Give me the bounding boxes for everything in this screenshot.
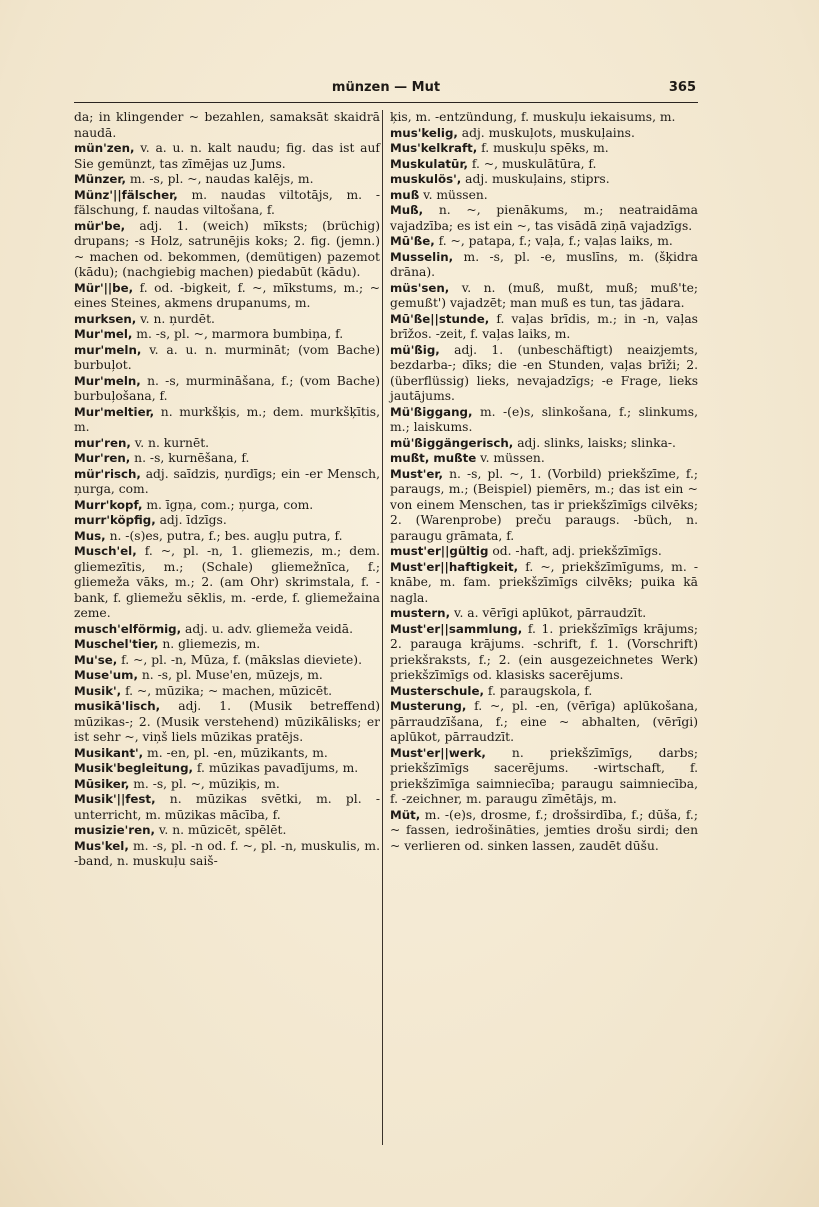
dictionary-entry — [74, 281, 380, 312]
entry-definition: m. -s, pl. -n od. f. ~, pl. -n, muskulis, m. -band, n. muskuļu saiš- — [74, 838, 380, 868]
dictionary-entry — [390, 684, 698, 700]
entry-definition: od. -haft, adj. priekšzīmīgs. — [488, 544, 662, 558]
entry-headword: Mū'ße, — [390, 234, 435, 248]
entry-definition: n. -s, pl. ~, 1. (Vorbild) priekšzīme, f.; paraugs, m.; (Beispiel) piemērs, m.; das ist ein ~ von einem Menschen, tas ir priekšzīmīgs cilvēks; 2. (Warenprobe) preču paraugs. -büch, n. paraugu grāmata, f. — [390, 466, 698, 543]
dictionary-entry — [74, 761, 380, 777]
entry-headword: Musikant', — [74, 745, 144, 760]
entry-definition: adj. saīdzis, ņurdīgs; ein -er Mensch, ņurga, com. — [74, 466, 380, 496]
entry-definition: f. paraugskola, f. — [483, 683, 593, 698]
dictionary-entry — [390, 808, 698, 855]
entry-definition: n. ~, pienākums, m.; neatraidāma vajadzība; es ist ein ~, tas visādā ziņā vajadzīgs. — [390, 203, 698, 233]
entry-definition: adj. u. adv. gliemeža veidā. — [181, 621, 354, 636]
entry-headword: musch'elförmig, — [74, 621, 182, 636]
entry-definition: v. müssen. — [419, 187, 488, 202]
dictionary-entry — [390, 606, 698, 622]
entry-definition: adj. 1. (Musik betreffend) mūzikas-; 2. (Musik verstehend) mūzikālisks; er ist sehr ~, viņš liels mūzikas pratējs. — [74, 699, 380, 744]
entry-definition: f. ~, patapa, f.; vaļa, f.; vaļas laiks, m. — [434, 234, 673, 248]
dictionary-entry — [390, 141, 698, 157]
dictionary-entry — [74, 405, 380, 436]
entry-definition: adj. slinks, laisks; slinka-. — [513, 435, 676, 450]
dictionary-entry — [390, 126, 698, 142]
entry-headword: Mü'ßiggang, — [390, 404, 473, 419]
entry-headword: Must'er||werk, — [390, 745, 486, 760]
entry-definition: f. muskuļu spēks, m. — [477, 141, 609, 155]
left-column — [74, 110, 380, 870]
entry-headword: muß — [390, 187, 420, 202]
entry-headword: Must'er||haftigkeit, — [390, 559, 519, 574]
entry-definition: f. ~, pl. -n, 1. gliemezis, m.; dem. gliemezītis, m.; (Schale) gliemežnīca, f.; gliemeža vāks, m.; 2. (am Ohr) skrimstala, f. -bank, f. gliemežu sēklis, m. -erde, f. gliemežaina zeme. — [74, 544, 380, 620]
dictionary-entry — [74, 529, 380, 545]
entry-definition: adj. muskuļots, muskuļains. — [457, 125, 635, 140]
entry-headword: Muß, — [390, 203, 424, 217]
entry-headword: Muskulatūr, — [390, 156, 469, 171]
entry-definition: m. naudas viltotājs, m. -fälschung, f. naudas viltošana, f. — [74, 187, 380, 217]
entry-headword: Musik', — [74, 683, 122, 698]
entry-definition: m. -(e)s, slinkošana, f.; slinkums, m.; laiskums. — [390, 404, 698, 434]
dictionary-entry — [74, 637, 380, 653]
running-head: münzen — Mut — [331, 80, 441, 95]
page-number: 365 — [668, 80, 696, 95]
entry-headword: musikā'lisch, — [74, 699, 161, 713]
entry-headword: Mur'meln, — [74, 373, 141, 388]
entry-headword: Murr'kopf, — [74, 497, 143, 512]
entry-definition: m. -s, pl. ~, marmora bumbiņa, f. — [132, 327, 344, 341]
dictionary-entry — [74, 668, 380, 684]
entry-definition: v. a. u. n. murmināt; (vom Bache) burbuļot. — [74, 342, 380, 372]
entry-definition: f. vaļas brīdis, m.; in -n, vaļas brīžos. -zeit, f. vaļas laiks, m. — [390, 311, 698, 341]
entry-headword: mus'kelig, — [390, 125, 458, 140]
dictionary-entry — [390, 343, 698, 405]
dictionary-entry — [74, 839, 380, 870]
dictionary-entry — [390, 312, 698, 343]
dictionary-entry — [74, 312, 380, 328]
entry-definition: v. a. u. n. kalt naudu; fig. das ist auf Sie gemünzt, tas zīmējas uz Jums. — [74, 141, 380, 171]
entry-definition: v. müssen. — [476, 451, 545, 465]
entry-headword: Müt, — [390, 807, 421, 822]
entry-headword: mü'ßig, — [390, 342, 440, 357]
entry-headword: Mus, — [74, 528, 106, 543]
entry-headword: Must'er, — [390, 466, 443, 481]
page-header — [74, 76, 698, 102]
dictionary-entry — [74, 219, 380, 281]
entry-headword: Mur'ren, — [74, 451, 131, 465]
dictionary-entry — [74, 513, 380, 529]
entry-definition: v. n. kurnēt. — [130, 435, 210, 450]
entry-headword: mur'ren, — [74, 435, 131, 450]
entry-headword: mü'ßiggängerisch, — [390, 435, 514, 450]
entry-definition: n. -(s)es, putra, f.; bes. augļu putra, f. — [105, 528, 343, 543]
entry-definition: f. ~, mūzika; ~ machen, mūzicēt. — [121, 683, 332, 698]
entry-definition: m. -s, pl. ~, mūziķis, m. — [129, 776, 280, 791]
dictionary-entry — [74, 343, 380, 374]
entry-definition: m. -(e)s, drosme, f.; drošsirdība, f.; dūša, f.; ~ fassen, iedrošināties, jemties drošu sirdi; den ~ verlieren od. sinken lassen, zaudēt dūšu. — [390, 807, 698, 853]
entry-definition: n. -s, murmināšana, f.; (vom Bache) burbuļošana, f. — [74, 373, 380, 403]
entry-headword: Musik'begleitung, — [74, 761, 193, 775]
dictionary-entry — [390, 622, 698, 684]
dictionary-entry — [74, 188, 380, 219]
entry-definition: v. n. ņurdēt. — [136, 311, 215, 326]
entry-definition: f. 1. priekšzīmīgs krājums; 2. parauga krājums. -schrift, f. 1. (Vorschrift) priekšraksts, f.; 2. (ein ausgezeichnetes Werk) priekšzīmīgs od. klasisks sacerējums. — [390, 621, 698, 682]
dictionary-entry — [74, 777, 380, 793]
dictionary-entry — [74, 622, 380, 638]
dictionary-entry — [390, 188, 698, 204]
right-column — [390, 110, 698, 854]
entry-definition: v. n. (muß, mußt, muß; muß'te; gemußt') vajadzēt; man muß es tun, tas jādara. — [390, 280, 698, 310]
entry-definition: adj. 1. (weich) mīksts; (brüchig) drupans; -s Holz, satrunējis koks; 2. fig. (jemn.) ~ machen od. bekommen, (demütigen) pazemot (kādu); (nachgiebig machen) piedabūt (kādu). — [74, 218, 380, 279]
entry-headword: Mur'mel, — [74, 327, 133, 341]
dictionary-entry — [74, 467, 380, 498]
entry-definition: adj. 1. (unbeschäftigt) neaizjemts, bezdarba-; dīks; die -en Stunden, vaļas brīži; 2. (überflüssig) lieks, nevajadzīgs; -e Frage, lieks jautājums. — [390, 342, 698, 403]
entry-definition: n. gliemezis, m. — [158, 637, 261, 651]
entry-headword: Musselin, — [390, 249, 454, 264]
entry-headword: Must'er||sammlung, — [390, 621, 523, 636]
entry-headword: Mu'se, — [74, 652, 118, 667]
entry-definition: n. -s, pl. Muse'en, mūzejs, m. — [137, 668, 323, 682]
entry-definition: ķis, m. -entzündung, f. muskuļu iekaisums, m. — [390, 110, 676, 124]
dictionary-entry — [390, 560, 698, 607]
entry-headword: mußt, mußte — [390, 451, 477, 465]
entry-definition: f. ~, priekšzīmīgums, m. -knābe, m. fam. priekšzīmīgs cilvēks; puika kā nagla. — [390, 559, 698, 605]
entry-definition: n. mūzikas svētki, m. pl. -unterricht, m. mūzikas mācība, f. — [74, 792, 380, 822]
dictionary-entry — [390, 172, 698, 188]
entry-headword: mür'risch, — [74, 466, 141, 481]
dictionary-entry — [74, 746, 380, 762]
dictionary-entry — [74, 327, 380, 343]
dictionary-entry — [74, 110, 380, 141]
entry-headword: Mur'meltier, — [74, 404, 155, 419]
entry-definition: n. priekšzīmīgs, darbs; priekšzīmīgs sacerējums. -wirtschaft, f. priekšzīmīga saimniecība; paraugu saimniecība, f. -zeichner, m. paraugu zīmētājs, m. — [390, 745, 698, 806]
entry-definition: da; in klingender ~ bezahlen, samaksāt skaidrā naudā. — [74, 110, 380, 140]
dictionary-entry — [74, 451, 380, 467]
dictionary-entry — [390, 451, 698, 467]
dictionary-entry — [390, 544, 698, 560]
dictionary-entry — [390, 746, 698, 808]
entry-headword: müs'sen, — [390, 280, 450, 295]
entry-headword: Musik'||fest, — [74, 792, 156, 806]
entry-definition: f. mūzikas pavadījums, m. — [193, 761, 359, 775]
dictionary-entry — [390, 467, 698, 545]
entry-headword: Münzer, — [74, 172, 126, 186]
dictionary-entry — [390, 157, 698, 173]
dictionary-entry — [74, 544, 380, 622]
dictionary-entry — [74, 498, 380, 514]
dictionary-entry — [390, 110, 698, 126]
entry-definition: v. n. mūzicēt, spēlēt. — [154, 823, 287, 837]
entry-headword: mün'zen, — [74, 141, 135, 155]
entry-definition: f. od. -bigkeit, f. ~, mīkstums, m.; ~ eines Steines, akmens drupanums, m. — [74, 280, 380, 310]
entry-headword: Musterschule, — [390, 683, 484, 698]
entry-headword: murksen, — [74, 311, 137, 326]
entry-definition: n. murkšķis, m.; dem. murkšķītis, m. — [74, 404, 380, 434]
entry-definition: m. -s, pl. ~, naudas kalējs, m. — [125, 172, 314, 186]
dictionary-entry — [74, 699, 380, 746]
dictionary-entry — [390, 699, 698, 746]
entry-headword: Mür'||be, — [74, 280, 134, 295]
dictionary-entry — [74, 172, 380, 188]
dictionary-entry — [390, 436, 698, 452]
dictionary-entry — [74, 684, 380, 700]
entry-definition: v. a. vērīgi aplūkot, pārraudzīt. — [450, 606, 647, 620]
header-rule — [74, 102, 698, 103]
entry-headword: Mus'kel, — [74, 838, 129, 853]
column-divider — [382, 110, 383, 1145]
entry-headword: musizie'ren, — [74, 823, 155, 837]
entry-headword: Musch'el, — [74, 544, 137, 558]
entry-headword: mur'meln, — [74, 342, 142, 357]
entry-headword: Mus'kelkraft, — [390, 141, 478, 155]
dictionary-entry — [74, 141, 380, 172]
entry-definition: n. -s, kurnēšana, f. — [130, 451, 250, 465]
entry-headword: Musterung, — [390, 699, 467, 713]
entry-definition: m. -s, pl. -e, muslīns, m. (šķidra drāna). — [390, 249, 698, 279]
entry-headword: Mū'ße||stunde, — [390, 311, 490, 326]
entry-definition: adj. īdzīgs. — [155, 513, 227, 527]
dictionary-entry — [390, 250, 698, 281]
dictionary-entry — [74, 823, 380, 839]
dictionary-entry — [74, 374, 380, 405]
entry-definition: f. ~, pl. -n, Mūza, f. (mākslas dieviete). — [117, 652, 363, 667]
dictionary-entry — [390, 203, 698, 234]
entry-definition: adj. muskuļains, stiprs. — [461, 172, 610, 186]
entry-headword: Münz'||fälscher, — [74, 187, 178, 202]
entry-definition: f. ~, muskulātūra, f. — [468, 156, 597, 171]
entry-headword: murr'köpfig, — [74, 513, 156, 527]
entry-headword: mustern, — [390, 606, 451, 620]
entry-definition: m. īgņa, com.; ņurga, com. — [142, 497, 314, 512]
dictionary-entry — [74, 436, 380, 452]
entry-headword: must'er||gültig — [390, 544, 489, 558]
entry-headword: Muschel'tier, — [74, 637, 159, 651]
dictionary-entry — [390, 405, 698, 436]
entry-headword: muskulös', — [390, 172, 462, 186]
entry-definition: f. ~, pl. -en, (vērīga) aplūkošana, pārraudzīšana, f.; eine ~ abhalten, (vērīgi) aplūkot, pārraudzīt. — [390, 699, 698, 744]
entry-headword: Muse'um, — [74, 668, 138, 682]
dictionary-entry — [390, 234, 698, 250]
entry-headword: Mūsiker, — [74, 776, 130, 791]
dictionary-entry — [74, 653, 380, 669]
dictionary-entry — [74, 792, 380, 823]
entry-headword: mür'be, — [74, 218, 126, 233]
dictionary-entry — [390, 281, 698, 312]
entry-definition: m. -en, pl. -en, mūzikants, m. — [143, 745, 328, 760]
